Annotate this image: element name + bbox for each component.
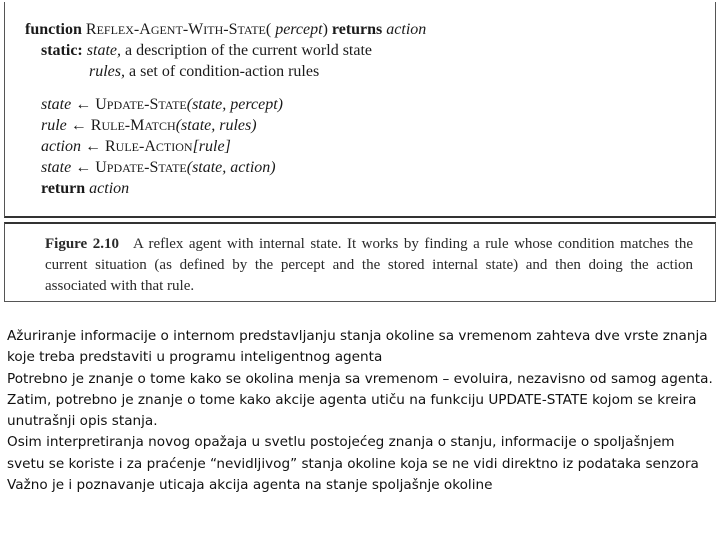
return-line	[41, 179, 129, 199]
paragraph: Zatim, potrebno je znanje o tome kako akcije agenta utiču na funkciju UPDATE-STATE kojom se kreira unutrašnji opis stanja.	[7, 391, 697, 430]
paragraph: Potrebno je znanje o tome kako se okolina menja sa vremenom – evoluira, nezavisno od samog agenta.	[7, 370, 713, 387]
function-keyword: function	[25, 21, 82, 38]
figure-label: Figure 2.10	[45, 236, 119, 252]
returns-keyword: returns	[331, 21, 383, 38]
return-keyword: return	[41, 180, 86, 197]
algo-line-3: action ← RULE-ACTION[rule]	[41, 138, 231, 155]
static-desc-rules: a set of condition-action rules	[125, 63, 320, 80]
static-var-rules: rules,	[89, 63, 125, 80]
static-line-1	[41, 41, 372, 61]
function-param: percept	[275, 21, 323, 38]
figure-caption-text: A reflex agent with internal state. It works by finding a rule whose condition matches the current situation (as defined by the percept and the stored internal state) and then doing the action associated with that rule.	[45, 236, 693, 294]
return-var: action	[386, 21, 427, 38]
algo-line-2: rule ← RULE-MATCH(state, rules)	[41, 117, 257, 134]
body-text	[7, 326, 715, 496]
static-desc-state: a description of the current world state	[120, 42, 373, 59]
return-value: action	[89, 180, 130, 197]
algo-line-1: state ← UPDATE-STATE(state, percept)	[41, 96, 283, 113]
static-keyword: static:	[41, 42, 83, 59]
static-line-2	[89, 62, 319, 82]
paragraph: Važno je i poznavanje uticaja akcija agenta na stanje spoljašnje okoline	[7, 477, 493, 494]
paragraph: Ažuriranje informacije o internom predstavljanju stanja okoline sa vremenom zahteva dve vrste znanja koje treba predstaviti u programu inteligentnog agenta	[7, 328, 708, 366]
figure-caption	[45, 234, 693, 297]
algorithm-box	[4, 2, 716, 218]
static-var-state: state,	[86, 42, 121, 59]
algo-line-4: state ← UPDATE-STATE(state, action)	[41, 159, 276, 176]
function-signature: function REFLEX-AGENT-WITH-STATE( percept) returns action	[25, 21, 427, 38]
figure-caption-box	[4, 222, 716, 302]
function-name: REFLEX-AGENT-WITH-STATE	[85, 21, 266, 38]
paragraph: Osim interpretiranja novog opažaja u svetlu postojećeg znanja o stanju, informacije o spoljašnjem svetu se koriste i za praćenje “nevidljivog” stanja okoline koja se ne vidi direktno iz podataka senzora	[7, 434, 699, 472]
